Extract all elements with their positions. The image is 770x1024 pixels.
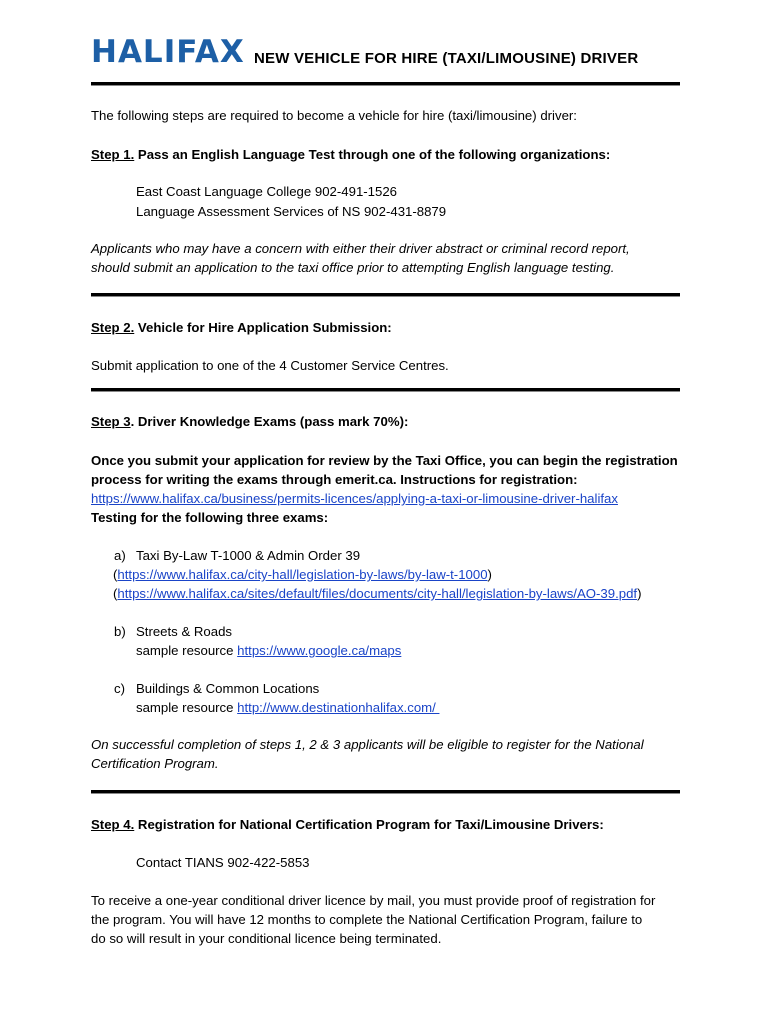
step4-label: Step 4. xyxy=(91,817,135,832)
step3-note-line1: On successful completion of steps 1, 2 & 3 applicants will be eligible to register for the National xyxy=(91,737,644,752)
step4-heading xyxy=(91,815,604,834)
google-maps-link[interactable]: https://www.google.ca/maps xyxy=(237,643,402,658)
divider xyxy=(91,293,680,297)
step4-body-line3: do so will result in your conditional licence being terminated. xyxy=(91,931,442,946)
step2-title: Vehicle for Hire Application Submission: xyxy=(137,320,392,335)
step4-body-line1: To receive a one-year conditional driver licence by mail, you must provide proof of registration for xyxy=(91,893,656,908)
step2-heading xyxy=(91,318,392,337)
exam-b-resource xyxy=(136,641,401,660)
bylaw-t1000-link[interactable]: https://www.halifax.ca/city-hall/legislation-by-laws/by-law-t-1000 xyxy=(117,567,488,582)
resource-label: sample resource xyxy=(136,643,238,658)
registration-instructions-link[interactable]: https://www.halifax.ca/business/permits-licences/applying-a-taxi-or-limousine-driver-halifax xyxy=(91,491,618,506)
intro-text: The following steps are required to become a vehicle for hire (taxi/limousine) driver: xyxy=(91,108,577,123)
contact-tians: Contact TIANS 902-422-5853 xyxy=(136,855,310,870)
exam-a-title: Taxi By-Law T-1000 & Admin Order 39 xyxy=(136,548,361,563)
close-paren: ) xyxy=(637,586,642,601)
step1-note-line2: should submit an application to the taxi office prior to attempting English language testing. xyxy=(91,260,615,275)
open-paren: ( xyxy=(113,586,118,601)
step3-text-line1: Once you submit your application for review by the Taxi Office, you can begin the registration xyxy=(91,453,678,468)
testing-heading: Testing for the following three exams: xyxy=(91,510,329,525)
step4-body-line2: the program. You will have 12 months to complete the National Certification Program, failure to xyxy=(91,912,643,927)
destination-halifax-link[interactable]: http://www.destinationhalifax.com/ xyxy=(237,700,440,715)
divider xyxy=(91,388,680,392)
exam-a-marker: a) xyxy=(114,548,126,563)
admin-order-39-link[interactable]: https://www.halifax.ca/sites/default/files/documents/city-hall/legislation-by-laws/AO-39.pdf xyxy=(117,586,638,601)
divider xyxy=(91,790,680,794)
exam-c-title: Buildings & Common Locations xyxy=(136,681,320,696)
exam-a-link2-row xyxy=(113,584,641,603)
exam-c-resource xyxy=(136,698,439,717)
step1-note-line1: Applicants who may have a concern with either their driver abstract or criminal record report, xyxy=(91,241,630,256)
step2-label: Step 2. xyxy=(91,320,135,335)
resource-label: sample resource xyxy=(136,700,238,715)
step3-text-line2: process for writing the exams through emerit.ca. Instructions for registration: xyxy=(91,472,578,487)
list-item: East Coast Language College 902-491-1526 xyxy=(136,184,398,199)
step1-label: Step 1. xyxy=(91,147,135,162)
list-item: Language Assessment Services of NS 902-431-8879 xyxy=(136,204,447,219)
step3-note-line2: Certification Program. xyxy=(91,756,219,771)
page-title: NEW VEHICLE FOR HIRE (TAXI/LIMOUSINE) DRIVER xyxy=(254,50,639,67)
step2-body: Submit application to one of the 4 Customer Service Centres. xyxy=(91,358,449,373)
open-paren: ( xyxy=(113,567,118,582)
step3-label: Step 3 xyxy=(91,414,131,429)
exam-a-link1-row xyxy=(113,565,492,584)
divider xyxy=(91,82,680,86)
step1-title: Pass an English Language Test through one of the following organizations: xyxy=(137,147,611,162)
exam-b-title: Streets & Roads xyxy=(136,624,233,639)
header xyxy=(91,33,681,73)
halifax-logo: HALIFAX xyxy=(91,34,245,70)
step3-title: . Driver Knowledge Exams (pass mark 70%): xyxy=(130,414,409,429)
exam-b-marker: b) xyxy=(114,624,126,639)
step3-heading xyxy=(91,412,408,431)
step4-title: Registration for National Certification Program for Taxi/Limousine Drivers: xyxy=(137,817,604,832)
exam-c-marker: c) xyxy=(114,681,125,696)
close-paren: ) xyxy=(487,567,492,582)
step1-heading xyxy=(91,145,610,164)
